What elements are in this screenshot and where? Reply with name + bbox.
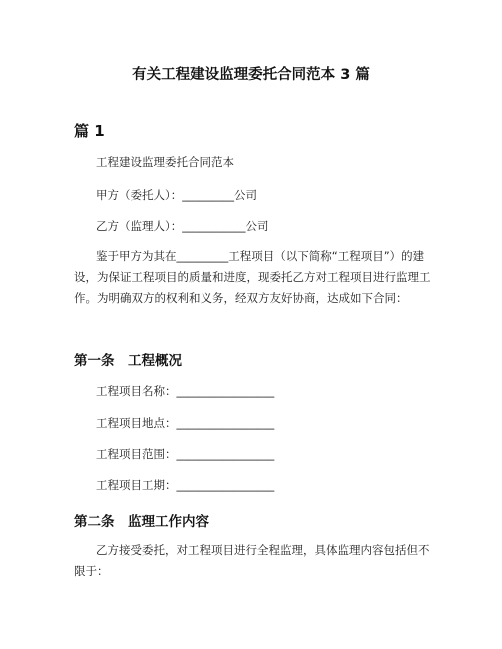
section-heading: 篇 1 — [74, 122, 105, 140]
project-scope-line: 工程项目范围：_________________ — [96, 447, 275, 461]
party-b-line: 乙方（监理人）：___________公司 — [96, 219, 269, 233]
article-2-paragraph: 乙方接受委托，对工程项目进行全程监理，具体监理内容包括但不限于： — [74, 543, 430, 578]
intro-paragraph: 鉴于甲方为其在_________工程项目（以下简称“工程项目”）的建设，为保证工程项目的质量和进度，现委托乙方对工程项目进行监理工作。为明确双方的权利和义务，经双方友好协商，达成如下合同： — [74, 249, 431, 305]
party-a-line: 甲方（委托人）：_________公司 — [96, 188, 257, 202]
project-location-line: 工程项目地点：_________________ — [96, 416, 275, 430]
article-2-heading: 第二条 监理工作内容 — [74, 514, 209, 530]
article-1-heading: 第一条 工程概况 — [74, 353, 182, 369]
project-name-line: 工程项目名称：_________________ — [96, 384, 275, 398]
contract-name: 工程建设监理委托合同范本 — [96, 155, 234, 169]
project-duration-line: 工程项目工期：_________________ — [96, 478, 275, 492]
document-title: 有关工程建设监理委托合同范本 3 篇 — [132, 67, 370, 83]
